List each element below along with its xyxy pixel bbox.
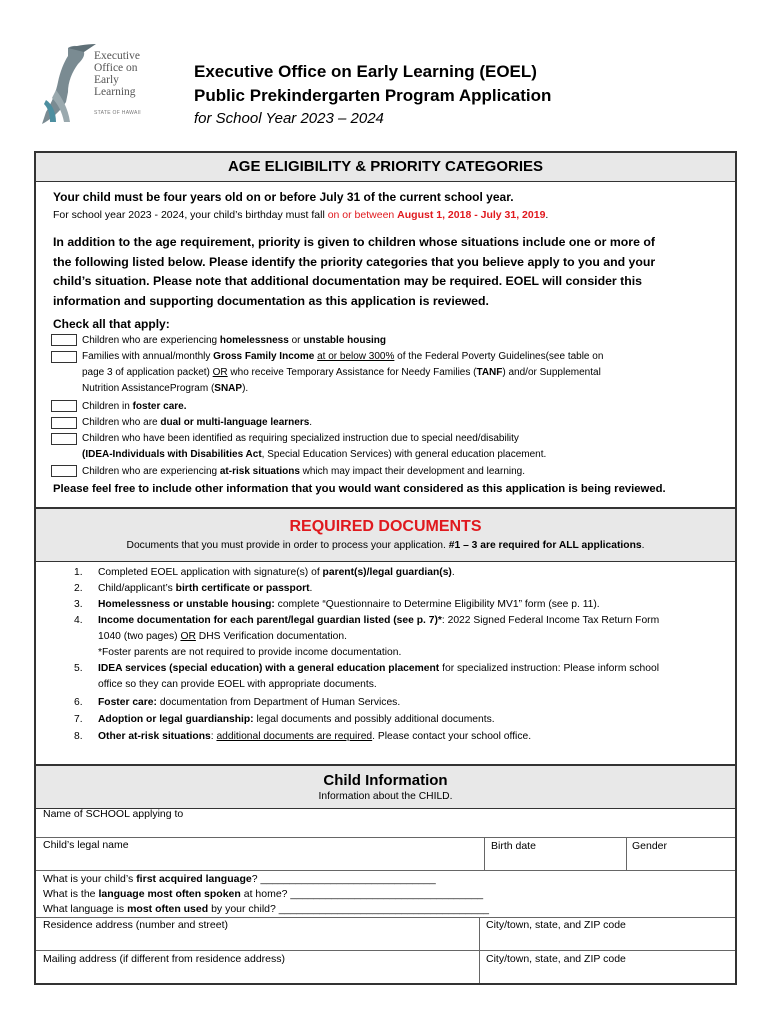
category-language-learner: Children who are dual or multi-language learners. (82, 417, 313, 428)
category-idea-line2: (IDEA-Individuals with Disabilities Act, Special Education Services) with general education placement. (82, 449, 547, 460)
checkbox-language-learner[interactable] (51, 417, 77, 429)
doc-item-8: 8. Other at-risk situations: additional documents are required. Please contact your school office. (74, 731, 532, 742)
home-language-question[interactable]: What is the language most often spoken at home? _________________________________ (43, 888, 484, 900)
doc-item-6: 6. Foster care: documentation from Department of Human Services. (74, 697, 401, 708)
category-idea: Children who have been identified as requiring specialized instruction due to special need/disability (82, 433, 519, 444)
child-info-band (36, 764, 735, 809)
age-requirement: Your child must be four years old on or before July 31 of the current school year. (53, 190, 514, 204)
mailing-city-field[interactable]: City/town, state, and ZIP code (486, 953, 626, 965)
doc-item-2: 2. Child/applicant’s birth certificate or passport. (74, 583, 313, 594)
eligibility-header-band (36, 153, 735, 182)
logo-state-label: STATE OF HAWAII (94, 110, 141, 116)
category-foster-care: Children in foster care. (82, 401, 187, 412)
category-income: Families with annual/monthly Gross Family Income at or below 300% of the Federal Poverty Guidelines(see table on (82, 351, 604, 362)
doc-item-3: 3. Homelessness or unstable housing: complete “Questionnaire to Determine Eligibility MV1” form (see p. 11). (74, 599, 600, 610)
checkbox-idea[interactable] (51, 433, 77, 445)
first-language-question[interactable]: What is your child’s first acquired language? ______________________________ (43, 873, 436, 885)
category-income-line2: page 3 of application packet) OR who receive Temporary Assistance for Needy Families (TANF) and/or Supplemental (82, 367, 601, 378)
residence-address-field[interactable]: Residence address (number and street) (43, 919, 229, 931)
doc-item-5: 5. IDEA services (special education) with a general education placement for specialized instruction: Please inform school (74, 663, 660, 674)
child-info-title: Child Information (323, 772, 448, 789)
used-language-question[interactable]: What language is most often used by your child? ____________________________________ (43, 903, 490, 915)
checkbox-foster-care[interactable] (51, 400, 77, 412)
checkbox-homelessness[interactable] (51, 334, 77, 346)
category-at-risk: Children who are experiencing at-risk situations which may impact their development and learning. (82, 466, 526, 477)
doc-item-5-line2: office so they can provide EOEL with appropriate documents. (98, 679, 377, 690)
doc-item-4-line2: 1040 (two pages) OR DHS Verification documentation. (98, 631, 347, 642)
row-divider (36, 837, 735, 838)
row-divider (36, 917, 735, 918)
school-field[interactable]: Name of SCHOOL applying to (43, 808, 184, 820)
category-income-line3: Nutrition AssistanceProgram (SNAP). (82, 383, 249, 394)
doc-item-4-line3: *Foster parents are not required to provide income documentation. (98, 647, 402, 658)
col-divider (484, 837, 485, 870)
school-year-subtitle: for School Year 2023 – 2024 (194, 110, 384, 127)
gender-field[interactable]: Gender (632, 840, 668, 852)
doc-item-1: 1. Completed EOEL application with signature(s) of parent(s)/legal guardian(s). (74, 567, 455, 578)
eligibility-title: AGE ELIGIBILITY & PRIORITY CATEGORIES (227, 158, 544, 175)
logo-wordmark: Executive Office on Early Learning (94, 50, 140, 98)
document-title: Executive Office on Early Learning (EOEL) (194, 62, 537, 81)
checkbox-at-risk[interactable] (51, 465, 77, 477)
residence-city-field[interactable]: City/town, state, and ZIP code (486, 919, 626, 931)
col-divider (626, 837, 627, 870)
checkbox-income[interactable] (51, 351, 77, 363)
doc-item-4: 4. Income documentation for each parent/legal guardian listed (see p. 7)*: 2022 Signed Federal Income Tax Return Form (74, 615, 660, 626)
closing-note: Please feel free to include other information that you would want considered as this application is being reviewed. (53, 483, 666, 495)
col-divider (479, 917, 480, 983)
priority-paragraph: In addition to the age requirement, priority is given to children whose situations include one or more of the following listed below. Please identify the priority categories that you believe apply to you and your child’s situation. Please note that additional documentation may be required. EOEL will consider this information and supporting documentation as this application is reviewed. (53, 235, 656, 308)
category-homelessness: Children who are experiencing homelessness or unstable housing (82, 335, 387, 346)
required-docs-intro: Documents that you must provide in order to process your application. #1 – 3 are required for ALL applications. (126, 540, 645, 551)
row-divider (36, 950, 735, 951)
check-all-label: Check all that apply: (53, 317, 170, 331)
birthday-range: For school year 2023 - 2024, your child’s birthday must fall on or between August 1, 2018 - July 31, 2019. (53, 209, 549, 221)
document-title-line2: Public Prekindergarten Program Application (194, 86, 552, 105)
doc-item-7: 7. Adoption or legal guardianship: legal documents and possibly additional documents. (74, 714, 495, 725)
child-legal-name-field[interactable]: Child’s legal name (43, 839, 129, 851)
child-info-subtitle: Information about the CHILD. (318, 791, 453, 802)
required-docs-title: REQUIRED DOCUMENTS (289, 518, 482, 535)
mailing-address-field[interactable]: Mailing address (if different from residence address) (43, 953, 285, 965)
birth-date-field[interactable]: Birth date (491, 840, 536, 852)
row-divider (36, 870, 735, 871)
required-docs-band (36, 507, 735, 562)
